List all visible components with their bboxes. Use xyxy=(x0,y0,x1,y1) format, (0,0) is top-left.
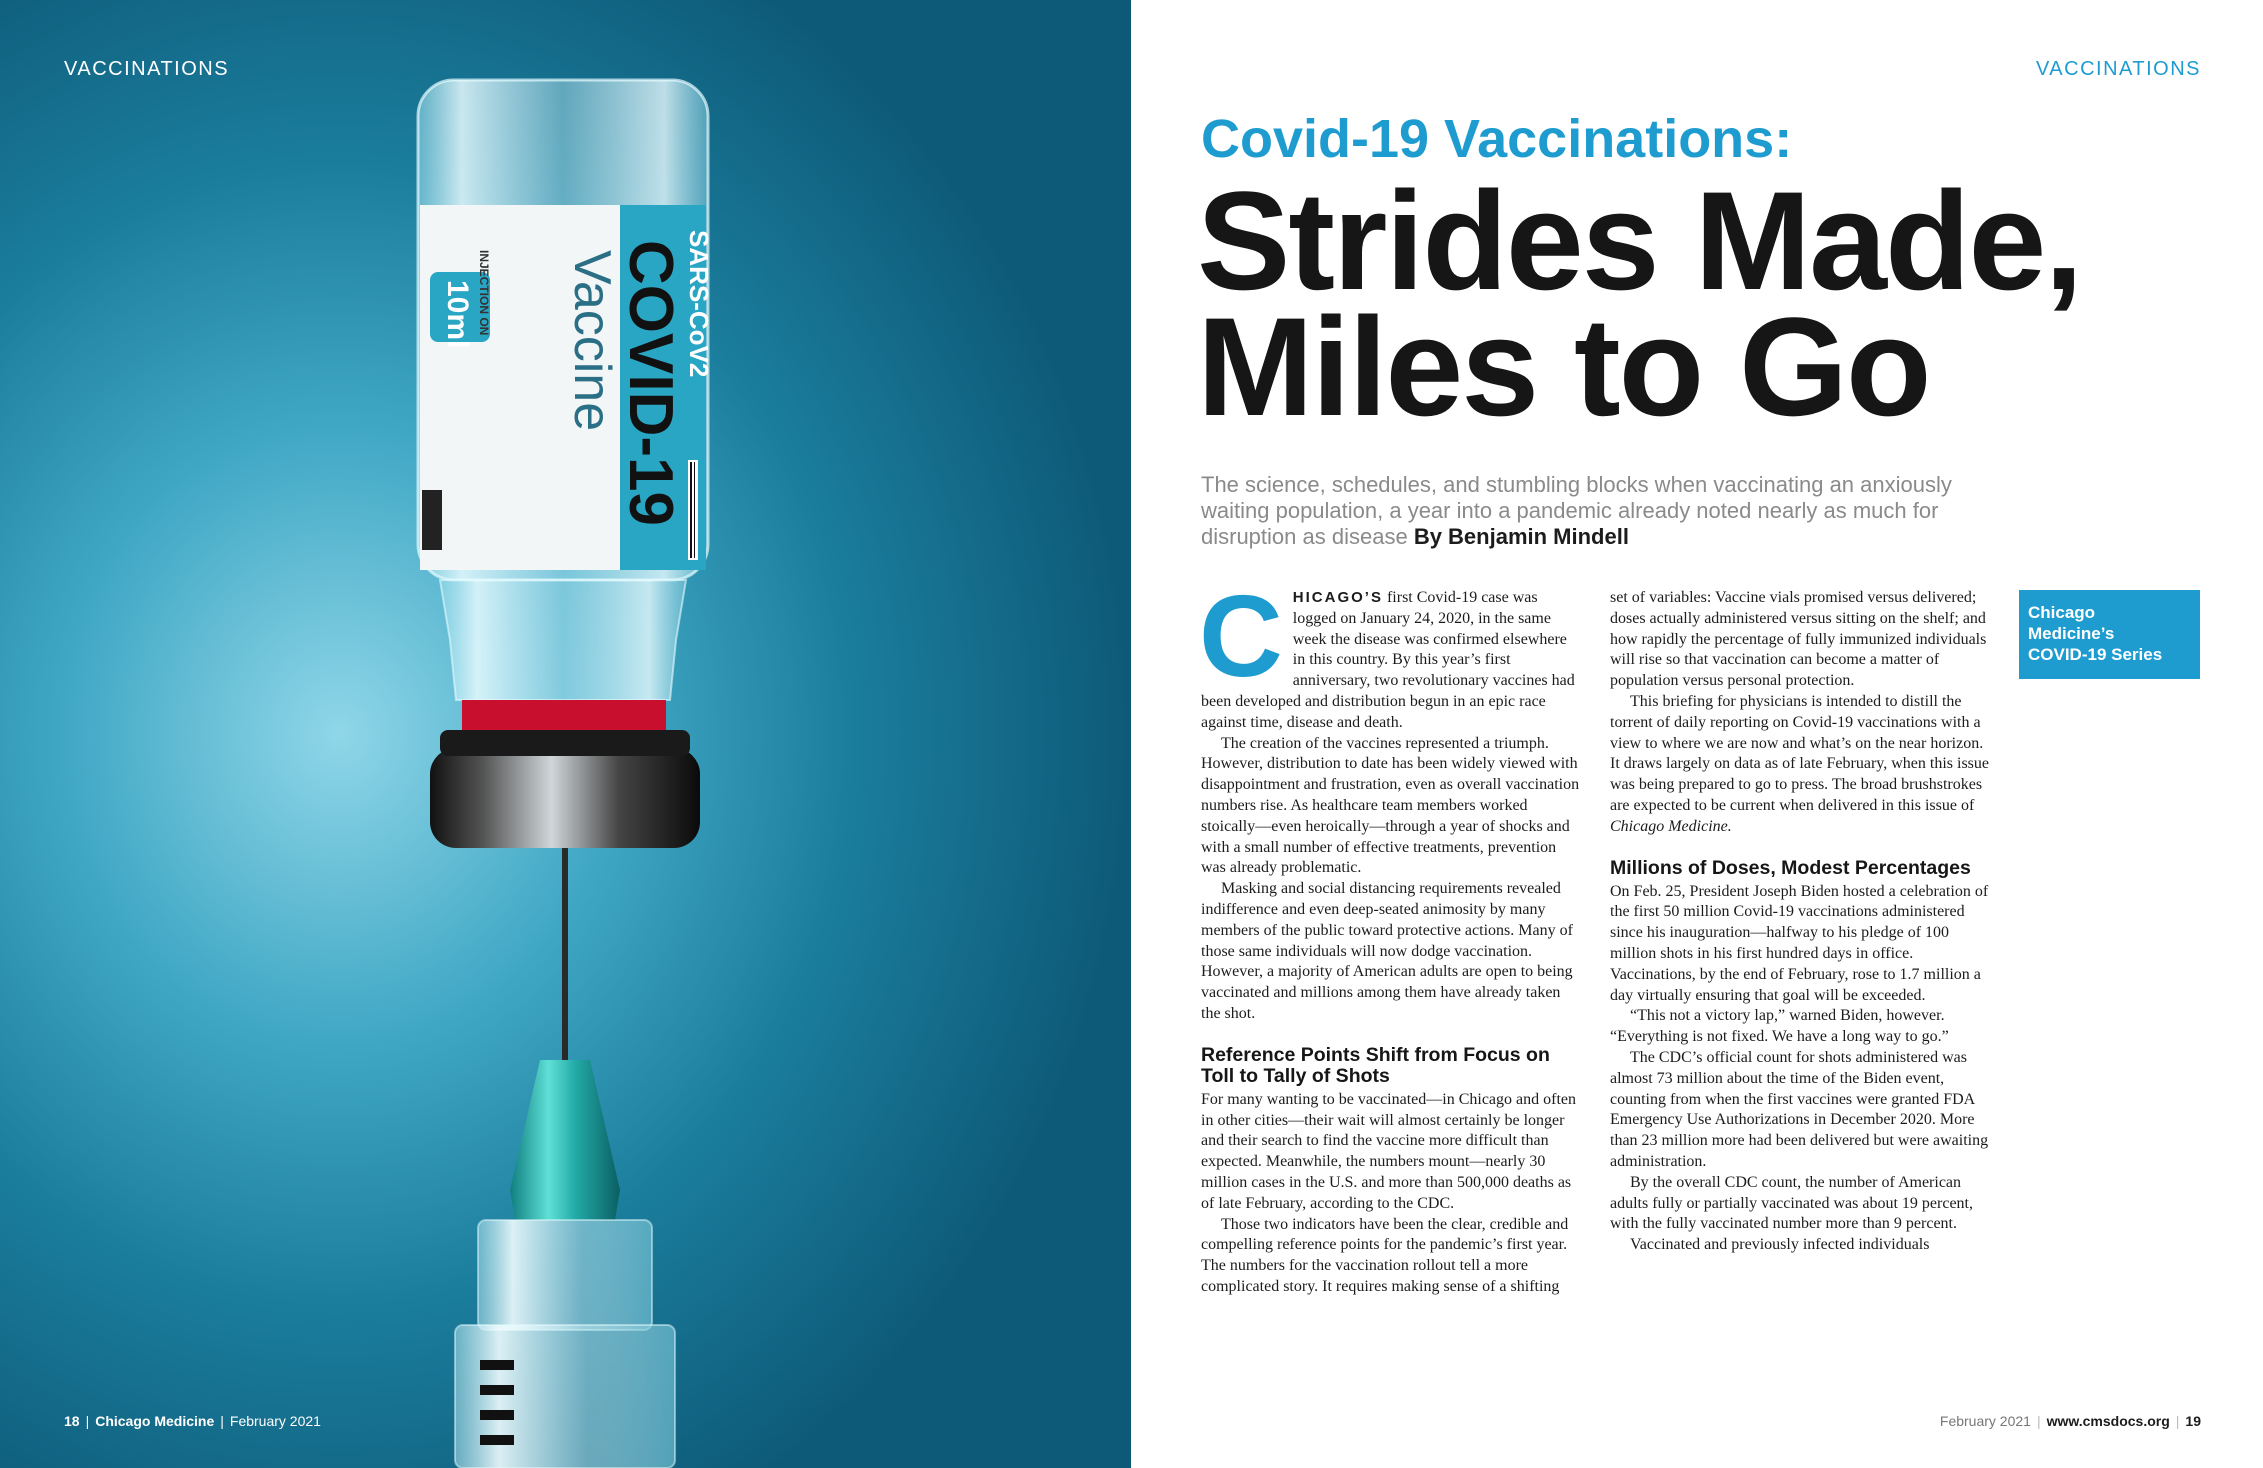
page-folio-left: 18 | Chicago Medicine | February 2021 xyxy=(64,1413,321,1429)
series-line-3: COVID-19 Series xyxy=(2028,645,2163,664)
article-headline xyxy=(1197,162,2082,445)
publication-reference: Chicago Medicine. xyxy=(1610,817,1732,835)
paragraph: “This not a victory lap,” warned Biden, however. “Everything is not fixed. We have a long way to go.” xyxy=(1610,1007,1949,1046)
vial-subtitle-text: Vaccine xyxy=(563,250,621,432)
paragraph: On Feb. 25, President Joseph Biden hosted a celebration of the first 50 million Covid-19 vaccinations administered since his inauguration—halfway to his pledge of 100 million shots in his first hundred days in office. Vaccinations, by the end of February, rose to 1.7 million a day virtually ensuring that goal will be exceeded. xyxy=(1610,882,1989,1004)
page-folio-right: February 2021 | www.cmsdocs.org | 19 xyxy=(1939,1413,2201,1429)
paragraph xyxy=(1610,692,1991,838)
paragraph: By the overall CDC count, the number of American adults fully or partially vaccinated was about 19 percent, with the fully vaccinated number more than 9 percent. xyxy=(1610,1173,1973,1233)
barcode-graphic xyxy=(688,460,698,560)
headline-line-1: Strides Made, xyxy=(1197,162,2082,319)
page-number: 18 xyxy=(64,1413,80,1429)
article-column-2 xyxy=(1610,588,1991,1256)
article-column-1 xyxy=(1199,571,1582,1298)
section-label: VACCINATIONS xyxy=(2035,58,2201,80)
paragraph: Vaccinated and previously infected individuals xyxy=(1630,1236,1930,1254)
vial-note-text: INJECTION ON xyxy=(477,250,491,336)
paragraph: Masking and social distancing requirements revealed indifference and even deep-seated animosity by many members of the public toward protective actions. Many of those same individuals will now dodge vaccination. However, a majority of American adults are open to being vaccinated and millions among them have already taken the shot. xyxy=(1201,880,1573,1022)
vial-volume-text: 10ml xyxy=(441,280,474,349)
vaccine-vial-syringe-illustration xyxy=(0,0,1131,1468)
deck-text: The science, schedules, and stumbling blocks when vaccinating an anxiously waiting population, a year into a pandemic already noted nearly as much for disruption as disease xyxy=(1201,472,1952,549)
headline-line-2: Miles to Go xyxy=(1197,288,1930,445)
subhead: Millions of Doses, Modest Percentages xyxy=(1610,856,1971,879)
vial-name-text: COVID-19 xyxy=(616,240,685,526)
paragraph-text: first Covid-19 case was logged on January 24, 2020, in the same week the disease was confirmed elsewhere in this country. By this year’s first anniversary, two revolutionary vaccines had been developed and distribution begun in an epic race against time, disease and death. xyxy=(1201,589,1575,731)
series-line-1: Chicago xyxy=(2028,603,2096,622)
issue-date: February 2021 xyxy=(1939,1413,2031,1429)
vial-brand-text: SARS-CoV2 xyxy=(684,230,714,378)
paragraph: For many wanting to be vaccinated—in Chicago and often in other cities—their wait will almost certainly be longer and their search to find the vaccine more difficult than expected. Meanwhile, the numbers mount—nearly 30 million cases in the U.S. and more than 500,000 deaths as of late February, according to the CDC. xyxy=(1201,1090,1577,1212)
paragraph-text: This briefing for physicians is intended to distill the torrent of daily reporting on Covid-19 vaccinations with a view to where we are now and what’s on the near horizon. It draws largely on data as of late February, when this issue was being prepared to go to press. The broad brushstrokes are expected to be current when delivered in this issue of xyxy=(1610,692,1990,814)
right-page xyxy=(1131,0,2263,1468)
lead-in: HICAGO’S xyxy=(1292,589,1383,606)
paragraph: The creation of the vaccines represented a triumph. However, distribution to date has been widely viewed with disappointment and frustration, even as overall vaccination numbers rise. As healthcare team members worked stoically—even heroically—through a year of shocks and with a small number of effective treatments, prevention was already problematic. xyxy=(1201,734,1580,877)
series-line-2: Medicine’s xyxy=(2028,624,2115,643)
website-url: www.cmsdocs.org xyxy=(2046,1413,2170,1429)
qr-code-graphic xyxy=(422,490,442,550)
series-badge xyxy=(2019,590,2200,679)
drop-cap: C xyxy=(1199,571,1283,701)
publication-name: Chicago Medicine xyxy=(95,1413,215,1429)
subhead: Reference Points Shift from Focus on Toll to Tally of Shots xyxy=(1201,1043,1550,1087)
page-number: 19 xyxy=(2185,1413,2201,1429)
section-label: VACCINATIONS xyxy=(64,58,230,80)
issue-date: February 2021 xyxy=(229,1413,321,1429)
paragraph: Those two indicators have been the clear, credible and compelling reference points for the pandemic’s first year. The numbers for the vaccination rollout tell a more complicated story. It requires making sense of a shifting xyxy=(1201,1215,1569,1295)
paragraph: set of variables: Vaccine vials promised versus delivered; doses actually administered versus sitting on the shelf; and how rapidly the percentage of fully immunized individuals will rise so that vaccination can become a matter of population versus personal protection. xyxy=(1610,589,1987,690)
left-page xyxy=(0,0,1131,1468)
paragraph: The CDC’s official count for shots administered was almost 73 million about the time of the Biden event, counting from when the first vaccines were granted FDA Emergency Use Authorizations in December 2020. More than 23 million more had been delivered but were awaiting administration. xyxy=(1610,1048,1989,1170)
article-kicker: Covid-19 Vaccinations: xyxy=(1201,109,1793,169)
article-deck xyxy=(1201,472,1961,550)
paragraph xyxy=(1199,571,1582,734)
byline: By Benjamin Mindell xyxy=(1413,524,1629,549)
